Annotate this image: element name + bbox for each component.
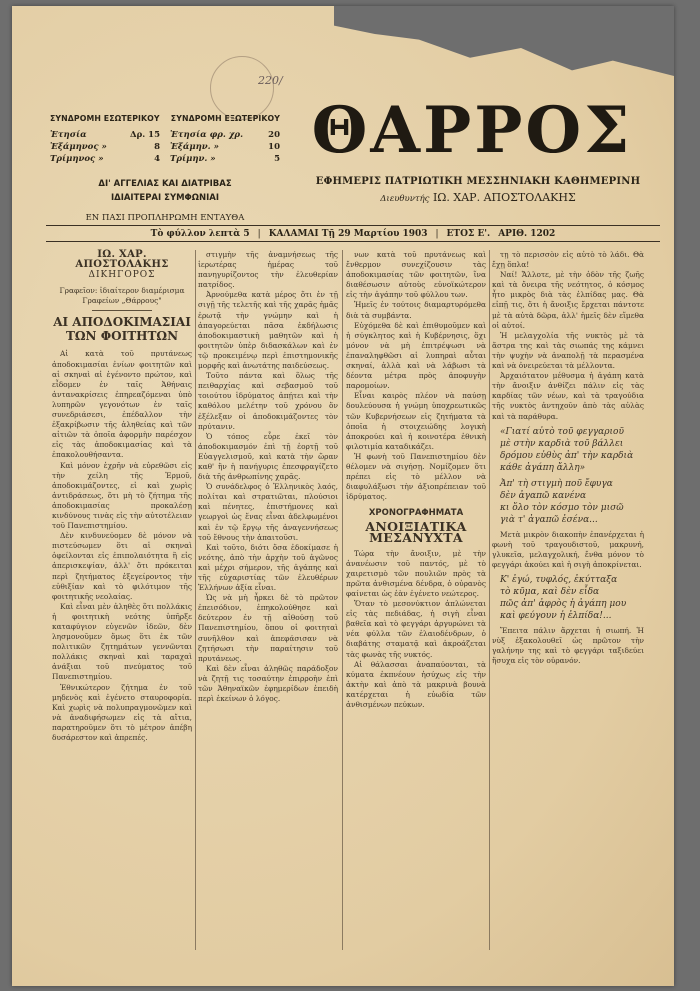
- subs-foreign-list: [170, 129, 280, 165]
- pencil-annotation: 220/: [258, 74, 283, 87]
- subs-domestic-list: [50, 129, 160, 165]
- poem-verse: Κ' ἐγώ, τυφλός, ἐκύτταξα τὸ κῦμα, καὶ δὲν εἶδα πῶς ἀπ' ἀφρὸς ἡ ἀγάπη μου καὶ φεύγουν ἡ ἐλπίδα!...: [500, 574, 627, 621]
- article-paragraph: Αἱ θάλασσαι ἀναπαύονται, τὰ κύματα ἐκπνέουν ἠσύχως εἰς τὴν ἀκτὴν καὶ ἀπὸ τὰ μακρινὰ βουνὰ κατέρχεται ἡ εὐωδία τῶν ἀνθισμένων πεύκων.: [346, 659, 486, 710]
- article-paragraph: Τοῦτο πάντα καὶ ὅλως τῆς πειθαρχίας καὶ σεβασμοῦ τοῦ τοιούτου ἱδρύματος ἀπῄτει καὶ τὴν καθόλου μελέτην τοῦ χρόνου ὅν ἐξέλεξαν οἱ ἀποδοκιμάζοντες τὸν πρύτανιν.: [198, 371, 338, 431]
- subs-row: Ἐτησία φρ. χρ. 20: [170, 130, 280, 140]
- newspaper-title: ΘΑΡΡΟΣ: [311, 93, 633, 168]
- article-paragraph: Ἔπειτα πάλιν ἄρχεται ἡ σιωπή. Ἡ νὺξ ἐξακολουθεῖ ὡς πρῶτον τὴν γαλήνην της καὶ τὸ φεγγάρι ταξιδεύει ἥσυχα εἰς τὸν οὐρανόν.: [492, 625, 644, 666]
- article-paragraph: Ἀρχαιότατον μέθυσμα ἡ ἀγάπη κατὰ τὴν ἄνοιξιν ἀνθίζει πάλιν εἰς τὰς καρδίας τῶν νέων, καὶ τὰ τραγούδια τῆς νυκτὸς ἀντηχοῦν ἀπὸ τὰς αὐλὰς καὶ τὰ παράθυρα.: [492, 371, 644, 421]
- article-paragraph: Τώρα τὴν ἄνοιξιν, μὲ τὴν ἀνανέωσιν τοῦ παντός, μὲ τὸ χαιρετισμὸ τῶν πουλιῶν πρὸς τὰ πρῶτα ἀνθισμένα δένδρα, ὁ οὐρανὸς φαίνεται ὡς ἐὰν ἐγένετο νεώτερος.: [346, 548, 486, 598]
- subs-domestic-heading: ΣΥΝΔΡΟΜΗ ΕΣΩΤΕΡΙΚΟΥ: [50, 114, 160, 123]
- torn-corner: [334, 6, 674, 76]
- subs-row: Τρίμηνος » 4: [50, 154, 160, 164]
- section-heading: ΧΡΟΝΟΓΡΑΦΗΜΑΤΑ: [368, 508, 464, 519]
- office-line: Γραφείων „Θάρρους": [82, 296, 162, 306]
- newspaper-page: [12, 6, 674, 986]
- article-paragraph: Εὐχόμεθα δὲ καὶ ἐπιθυμοῦμεν καὶ ἡ σύγκλητος καὶ ἡ Κυβέρνησις, ὅχι μόνον νὰ μὴ ἐπιτρέψωσι νὰ ἐπαναληφθῶσι αἱ λυπηραὶ αὗται σκηναί, ἀλλὰ καὶ νὰ λάβωσι τὰ δέοντα μέτρα πρὸς ἀποφυγὴν παρομοίων.: [346, 320, 486, 391]
- subs-foreign-heading: ΣΥΝΔΡΟΜΗ ΕΞΩΤΕΡΙΚΟΥ: [170, 114, 280, 123]
- poem-verse: «Γιατί αὐτὸ τοῦ φεγγαριοῦ μὲ στὴν καρδιὰ τοῦ βάλλει δρόμου εὐθὺς ἀπ' τὴν καρδιὰ κάθε ἀγάπη ἄλλη»: [500, 426, 634, 473]
- price: Τὸ φύλλον λεπτὰ 5: [150, 228, 250, 239]
- article-paragraph: Αἱ κατὰ τοῦ πρυτάνεως ἀποδοκιμασίαι ἐνίων φοιτητῶν καὶ αἱ σκηναὶ αἱ ἐγένοντο πρώτον, καὶ εἶδομεν ἐν ταῖς Ἀθήναις ἀντανακρίσεις ἐπηρεαζόμεναι ὑπὸ λυπηρῶν γεγονότων ἐν ταῖς συνεδριάσεσι, ἐπέδαλλον τὴν ἐξακρίβωσιν τῆς ἀληθείας καὶ τῶν αἰτιῶν τὰ ὁποῖα ἀφορμὴν παρέσχον εἰς τὰς ἀποδοκιμασίας καὶ τὰ ἐπακολουθήσαντα.: [52, 349, 192, 460]
- issue-number: ΑΡΙΘ. 1202: [498, 228, 556, 239]
- dateline: Τὸ φύλλον λεπτὰ 5 | ΚΑΛΑΜΑΙ Τῇ 29 Μαρτίου 1903 | ΕΤΟΣ Ε'. ΑΡΙΘ. 1202: [46, 225, 660, 242]
- lawyer-name: ΙΩ. ΧΑΡ. ΑΠΟΣΤΟΛΑΚΗΣ: [75, 249, 169, 271]
- article-paragraph: στιγμὴν τῆς ἀναμνήσεως τῆς ἱερωτέρας ἡμέρας τοῦ πανηγυρίζοντος τὴν ἐλευθερίαν πατρίδος.: [198, 250, 338, 290]
- article-paragraph: Δὲν κινδυνεύομεν δὲ μόνον νὰ πιστεύσωμεν ὅτι αἱ σκηναὶ ὀφείλονται εἰς ἐπιπολαιότητα ἢ εἰς ἀπερισκεψίαν, ἀλλ' ὅτι πρόκειται περὶ ζητήματος ἐξεγείροντος τὴν εὐθιξίαν καὶ τὸ φιλότιμον τῆς φοιτητικῆς νεολαίας.: [52, 531, 192, 601]
- column-rule: [489, 250, 490, 950]
- poem-verse: Ἀπ' τὴ στιγμὴ ποῦ ἔφυγα δὲν ἀγαπῶ κανένα κι ὅλο τὸν κόσμο τὸν μισῶ γιὰ τ' ἀγαπῶ ἐσένα...: [500, 478, 624, 525]
- subs-row: Ἐξάμηνος » 8: [50, 142, 160, 152]
- article-paragraph: Ἀρνούμεθα κατὰ μέρος ὅτι ἐν τῇ σιγῇ τῆς τελετῆς καὶ τῆς χαρᾶς ἡμᾶς ἐρωτᾷ τὴν γνώμην καὶ ἡ ἀπαγορεύεται πᾶσα ἐκδήλωσις ἀποδοκιμαστικὴ μαθητῶν καὶ ἡ φοιτητῶν ὑπὲρ διδασκάλων καὶ ἐν τῷ προκειμένῳ περὶ ἐπιστημονικῆς μορφῆς καὶ ἀνωτάτης παιδεύσεως.: [198, 290, 338, 371]
- article-paragraph: Μετὰ μικρὸν διακοπὴν ἐπανέρχεται ἡ φωνὴ τοῦ τραγουδιστοῦ, μακρυνή, γλυκεῖα, μελαγχολική, ἔνθα μόνον τὸ φεγγάρι ἀκούει καὶ ἡ σιγὴ ἀποκρίνεται.: [492, 529, 644, 569]
- article-paragraph: Καὶ τοῦτο, διότι ὅσα ἐδοκίμασε ἡ νεότης, ἀπὸ τὴν ἀρχὴν τοῦ ἀγῶνος καὶ μέχρι σήμερον, τῆς ἀγάπης καὶ τῆς εὐχαριστίας τῶν ἐλευθέρων Ἑλλήνων ἀξία εἶναι.: [198, 542, 338, 593]
- director-name: ΙΩ. ΧΑΡ. ΑΠΟΣΤΟΛΑΚΗΣ: [432, 191, 576, 204]
- article-paragraph: Ὅταν τὸ μεσονύκτιον ἁπλώνεται εἰς τὰς πεδιάδας, ἡ σιγὴ εἶναι βαθεῖα καὶ τὸ φεγγάρι ἀργυρώνει τὰ νέα φύλλα τῶν ἐλαιοδένδρων, ὁ διαβάτης σταματᾷ καὶ ἀκροάζεται τὰς φωνὰς τῆς νυκτός.: [346, 599, 486, 659]
- article-paragraph: Ἡ φωνὴ τοῦ Πανεπιστημίου δὲν θέλομεν νὰ σιγήσῃ. Νομίζομεν ὅτι πρέπει εἰς τὸ μέλλον νὰ διαφυλάξωσι τὴν ἀξιοπρέπειαν τοῦ ἱδρύματος.: [346, 451, 486, 502]
- article-paragraph: Ὁ τόπος εὗρε ἐκεῖ τὸν ἀποδοκιμασμόν ἐπὶ τῇ ἐορτῇ τοῦ Εὐαγγελισμοῦ, καὶ κατὰ τὴν ὥραν καθ' ἣν ἡ πανήγυρις ἐπεσφραγίζετο διὰ τῆς ἀνθρωπίνης χαρᾶς.: [198, 431, 338, 482]
- column-rule: [195, 250, 196, 950]
- office-line: Γραφεῖον: ἰδιαίτερον διαμέρισμα: [59, 286, 185, 296]
- library-stamp: [210, 56, 274, 120]
- article-paragraph: Ἡμεῖς ἐν τούτοις διαμαρτυρόμεθα διὰ τὰ συμβάντα.: [346, 300, 486, 320]
- feature-title: ΑΝΟΙΞΙΑΤΙΚΑ ΜΕΣΑΝΥΧΤΑ: [365, 519, 467, 545]
- article-title: ΑΙ ΑΠΟΔΟΚΙΜΑΣΙΑΙ ΤΩΝ ΦΟΙΤΗΤΩΝ: [53, 315, 191, 344]
- subscription-block: [50, 114, 280, 223]
- article-paragraph: Ἡ μελαγχολία τῆς νυκτὸς μὲ τὰ ἄστρα της καὶ τὰς σιωπάς της κάμνει τὴν ψυχὴν νὰ ἀναπολῇ τὰ περασμένα καὶ νὰ ὀνειρεύεται τὰ μέλλοντα.: [492, 330, 644, 371]
- article-paragraph: Ὡς νὰ μὴ ἦρκει δὲ τὸ πρῶτον ἐπεισόδιον, ἐπηκολούθησε καὶ δεύτερον ἐν τῇ αἰθούσῃ τοῦ Πανεπιστημίου, ὅπου οἱ φοιτηταὶ συνῆλθον καὶ ἀπεφάσισαν νὰ ζητήσωσι τὴν παραίτησιν τοῦ πρυτάνεως.: [198, 593, 338, 663]
- article-paragraph: Καὶ δὲν εἶναι ἀληθῶς παράδοξον νὰ ζητῇ τις τοσαύτην ἐπιρροὴν ἐπὶ τῶν Ἀθηναϊκῶν ἐφημερίδων ἐπειδὴ περὶ ἐκείνων ὁ λόγος.: [198, 663, 338, 704]
- ads-notice: ΔΙ' ΑΓΓΕΛΙΑΣ ΚΑΙ ΔΙΑΤΡΙΒΑΣ ΙΔΙΑΙΤΕΡΑΙ ΣΥΜΦΩΝΙΑΙ: [98, 179, 232, 203]
- newspaper-subtitle: ΕΦΗΜΕΡΙΣ ΠΑΤΡΙΩΤΙΚΗ ΜΕΣΣΗΝΙΑΚΗ ΚΑΘΗΜΕΡΙΝΗ: [315, 176, 641, 187]
- divider: [92, 310, 152, 311]
- column-rule: [342, 250, 343, 950]
- column-4: [492, 250, 644, 666]
- article-paragraph: Καὶ μόνον ἐχρῆν νὰ εὑρεθῶσι εἰς τὴν χείλη τῆς Ἑρμοῦ, ἀποδοκιμάζοντες, εἰ καὶ χωρὶς ἀντιδράσεως, ὅτι μὴ τὸ ζήτημα τῆς ἀποδοκιμασίας προκαλέσῃ κινδύνους τινὰς εἰς τὴν αὐτοτέλειαν τοῦ Πανεπιστημίου.: [52, 460, 192, 531]
- prepayment-note: ΕΝ ΠΑΣΙ ΠΡΟΠΛΗΡΩΜΗ ΕΝΤΑΥΘΑ: [85, 213, 245, 223]
- article-paragraph: Ναί! Ἄλλοτε, μὲ τὴν ὁδὸν τῆς ζωῆς καὶ τὰ ὄνειρα τῆς νεότητος, ὁ κόσμος ἦτο μικρὸς διὰ τὰς ἐλπίδας μας. Θὰ εἰπῇ τις, ὅτι ἡ ἄνοιξις ἔρχεται πάντοτε μὲ τὰ αὐτὰ δῶρα, ἀλλ' ἡμεῖς δὲν εἴμεθα οἱ αὐτοί.: [492, 270, 644, 330]
- director-label: Διευθυντής: [380, 194, 430, 204]
- article-paragraph: Εἶναι καιρὸς πλέον νὰ παύσῃ δουλεύουσα ἡ γνώμη ὑποχρεωτικῶς τῶν Κυβερνήσεων εἰς ζητήματα τὰ ὁποῖα ἡ στοιχειώδης λογικὴ ἀποκρούει καὶ ἡ κοινοτέρα ἐθνικὴ φιλοτιμία καταδικάζει.: [346, 391, 486, 451]
- article-paragraph: τῃ τὸ περισσὸν εἰς αὐτὸ τὸ λάδι. Θὰ ἔχῃ ὅπλα!: [492, 250, 644, 270]
- article-paragraph: Ὁ συνάδελφος ὁ Ἑλληνικὸς λαός, πολίται καὶ στρατιῶται, πλούσιοι καὶ πένητες, ἐπιστήμονες καὶ γεωργοὶ ὡς ἕνας εἶναι ἀδελφωμένοι καὶ ἐν τῷ ἔργῳ τῆς ἀναγεννήσεως τοῦ ἔθνους τὴν ἀπαιτοῦσι.: [198, 482, 338, 542]
- article-paragraph: Ἐθνικώτερον ζήτημα ἐν τοῦ μηδενὸς καὶ ἐγένετο σταυροφορία. Καὶ χωρὶς νὰ πολυπραγμονῶμεν καὶ νὰ ἀναδιφήσωμεν εἰς τὰ αἴτια, παρατηροῦμεν ὅτι τὸ μέτρον ἀπέβη δυσάρεστον καὶ ἀπρεπές.: [52, 682, 192, 743]
- lawyer-role: ΔΙΚΗΓΟΡΟΣ: [88, 270, 156, 281]
- column-3: [346, 250, 486, 710]
- subs-row: Τρίμην. » 5: [170, 154, 280, 164]
- subs-row: Ἐτησία Δρ. 15: [50, 130, 160, 140]
- column-1: [52, 250, 192, 743]
- issue-year: ΕΤΟΣ Ε'.: [446, 228, 491, 239]
- column-2: [198, 250, 338, 704]
- article-paragraph: νων κατὰ τοῦ πρυτάνεως καὶ ἔνθερμον συνεχίζουσιν τὰς ἀποδοκιμασίας τῶν φοιτητῶν, ἵνα διαθέσωσιν αὐτοὺς εὐνοϊκώτερον εἰς τὴν ἀγάπην τοῦ φύλλου των.: [346, 250, 486, 300]
- issue-date: ΚΑΛΑΜΑΙ Τῇ 29 Μαρτίου 1903: [268, 228, 428, 239]
- subs-row: Ἐξάμην. » 10: [170, 142, 280, 152]
- director-line: [288, 191, 668, 204]
- article-paragraph: Καὶ εἶναι μὲν ἀληθὲς ὅτι πολλάκις ἡ φοιτητικὴ νεότης ὑπῆρξε καταφύγιον εὐγενῶν ἰδεῶν, δὲν λησμονοῦμεν ὅμως ὅτι ἐκ τῶν πολιτικῶν ζητημάτων γεννῶνται πολλάκις σκηναὶ καὶ ταραχαὶ ἀνάξιαι τοῦ πνεύματος τοῦ Πανεπιστημίου.: [52, 601, 192, 682]
